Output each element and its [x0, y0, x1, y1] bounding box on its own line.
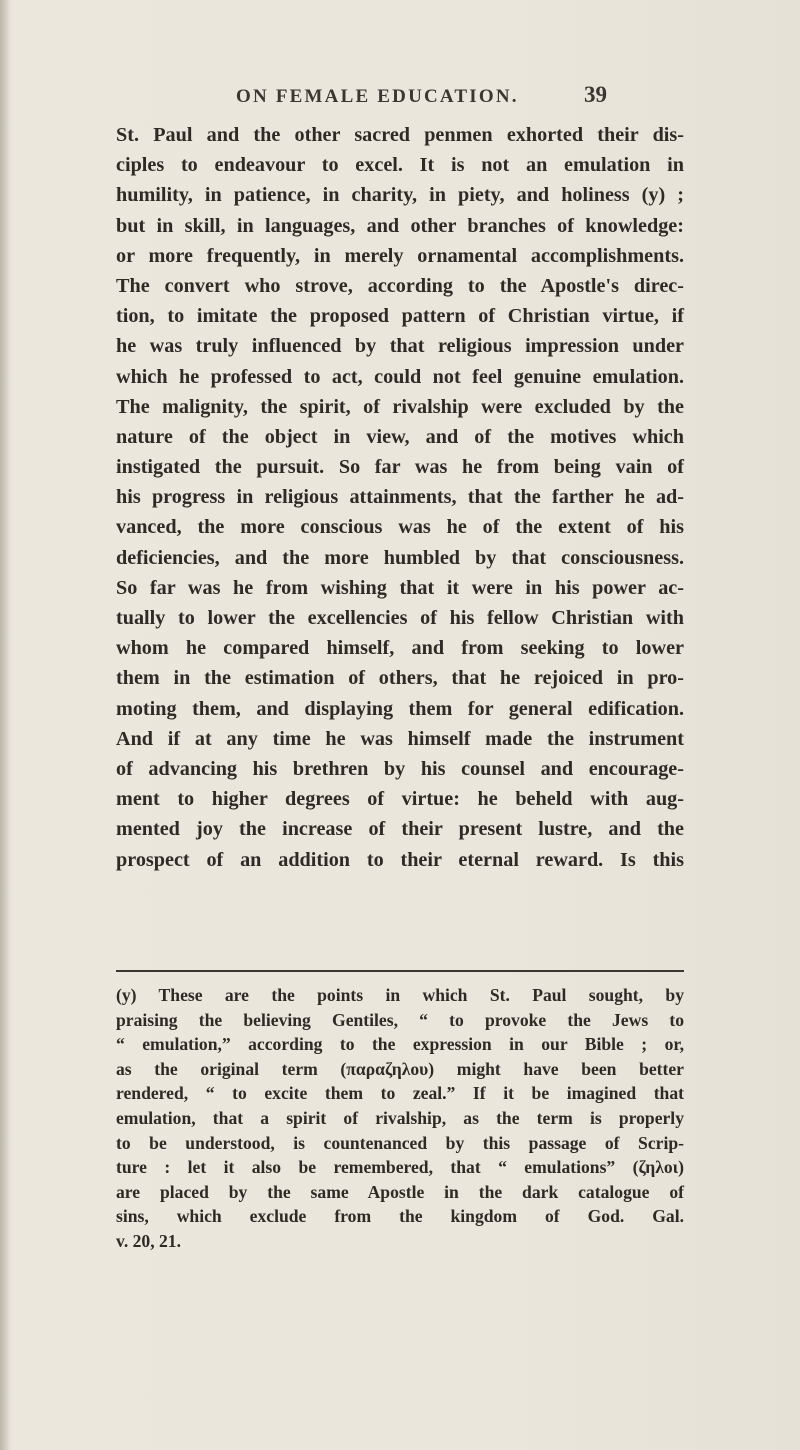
body-line: instigated the pursuit. So far was he from being vain of	[116, 456, 684, 479]
body-line: And if at any time he was himself made the instrument	[116, 727, 684, 750]
body-text	[116, 120, 684, 875]
page-edge-shadow	[0, 0, 10, 1450]
body-line: tion, to imitate the proposed pattern of Christian virtue, if	[116, 305, 684, 328]
body-line: he was truly influenced by that religious impression under	[116, 335, 684, 358]
body-line: or more frequently, in merely ornamental accomplishments.	[116, 244, 684, 267]
footnote-line: are placed by the same Apostle in the dark catalogue of	[116, 1181, 684, 1202]
body-line: nature of the object in view, and of the motives which	[116, 425, 684, 448]
body-line: moting them, and displaying them for general edification.	[116, 697, 684, 720]
body-line: prospect of an addition to their eternal reward. Is this	[116, 848, 684, 871]
body-line: which he professed to act, could not feel genuine emulation.	[116, 365, 684, 388]
footnote-line: rendered, “ to excite them to zeal.” If it be imagined that	[116, 1083, 684, 1104]
body-line: of advancing his brethren by his counsel and encourage-	[116, 757, 684, 780]
running-head	[170, 78, 790, 118]
body-line: whom he compared himself, and from seeking to lower	[116, 637, 684, 660]
body-line: but in skill, in languages, and other branches of knowledge:	[116, 214, 684, 237]
footnote-line: (y) These are the points in which St. Paul sought, by	[116, 985, 684, 1005]
page-number: 39	[584, 82, 607, 107]
body-line: The convert who strove, according to the Apostle's direc-	[116, 274, 684, 297]
body-line: ciples to endeavour to excel. It is not an emulation in	[116, 154, 684, 177]
footnote-line: “ emulation,” according to the expression in our Bible ; or,	[116, 1034, 684, 1055]
body-line: deficiencies, and the more humbled by that consciousness.	[116, 546, 684, 569]
body-line: them in the estimation of others, that he rejoiced in pro-	[116, 667, 684, 690]
footnote	[116, 983, 684, 1254]
footnote-line: emulation, that a spirit of rivalship, as the term is properly	[116, 1107, 684, 1128]
footnote-line: v. 20, 21.	[116, 1230, 182, 1251]
body-line: So far was he from wishing that it were in his power ac-	[116, 576, 684, 599]
body-line: The malignity, the spirit, of rivalship were excluded by the	[116, 395, 684, 418]
footnote-line: ture : let it also be remembered, that “ emulations” (ζηλοι)	[116, 1157, 684, 1178]
footnote-divider	[116, 970, 684, 972]
footnote-line: to be understood, is countenanced by this passage of Scrip-	[116, 1132, 684, 1153]
body-line: his progress in religious attainments, that the farther he ad-	[116, 486, 684, 509]
body-line: mented joy the increase of their present lustre, and the	[116, 818, 684, 841]
body-line: ment to higher degrees of virtue: he beheld with aug-	[116, 788, 684, 811]
body-line: tually to lower the excellencies of his fellow Christian with	[116, 607, 684, 629]
footnote-line: as the original term (παραζηλου) might have been better	[116, 1058, 684, 1079]
running-head-title: ON FEMALE EDUCATION.	[236, 86, 519, 107]
footnote-line: praising the believing Gentiles, “ to provoke the Jews to	[116, 1009, 684, 1030]
body-line: humility, in patience, in charity, in piety, and holiness (y) ;	[116, 184, 684, 207]
body-line: St. Paul and the other sacred penmen exhorted their dis-	[116, 124, 684, 146]
body-line: vanced, the more conscious was he of the extent of his	[116, 516, 684, 539]
footnote-line: sins, which exclude from the kingdom of God. Gal.	[116, 1206, 684, 1227]
